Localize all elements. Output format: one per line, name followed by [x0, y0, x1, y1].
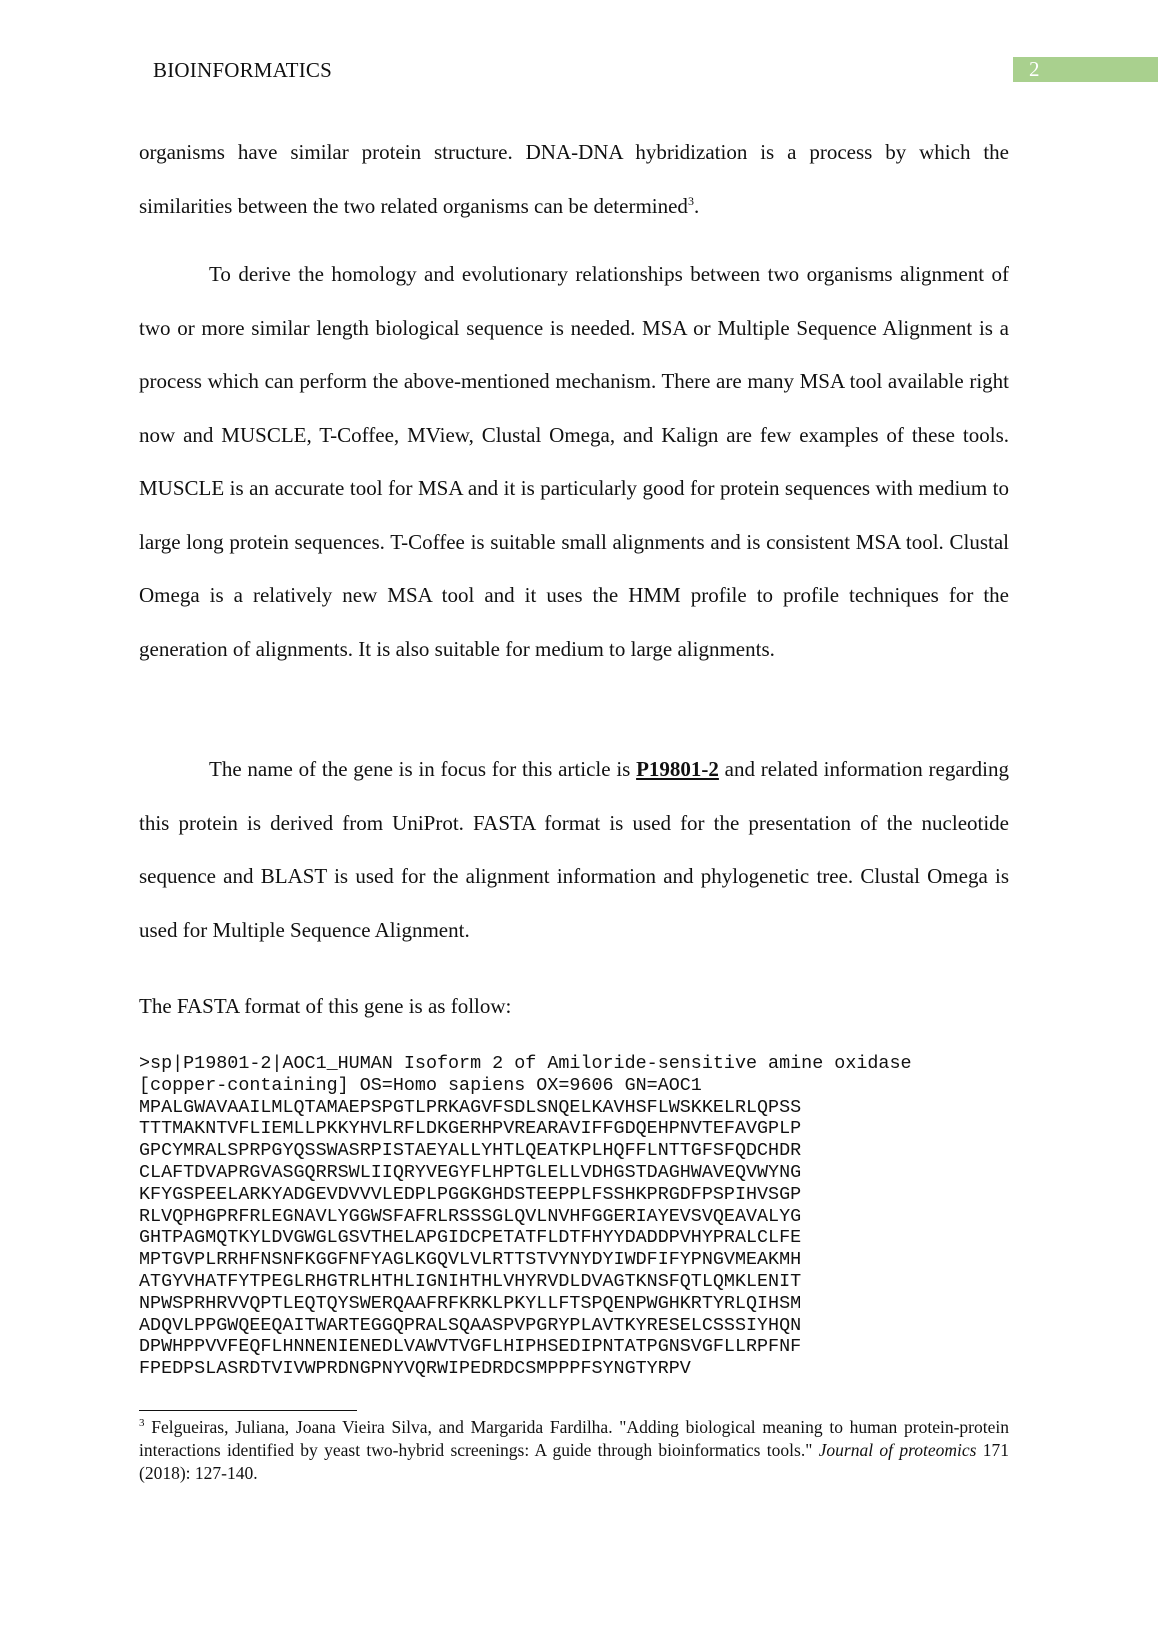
gene-id-link[interactable]: P19801-2: [636, 757, 719, 781]
fasta-line: RLVQPHGPRFRLEGNAVLYGGWSFAFRLRSSSGLQVLNVHFGGERIAYEVSVQEAVALYG: [139, 1205, 802, 1227]
running-header-title: BIOINFORMATICS: [153, 58, 332, 82]
paragraph-3-after: and related information regarding this protein is derived from UniProt. FASTA format is used for the presentation of the nucleotide sequence and BLAST is used for the alignment information and phylogenetic tree. Clustal Omega is used for Multiple Sequence Alignment.: [139, 757, 1009, 942]
fasta-line: GHTPAGMQTKYLDVGWGLGSVTHELAPGIDCPETATFLDTFHYYDADDPVHYPRALCLFE: [139, 1227, 802, 1249]
paragraph-1-end: .: [693, 193, 700, 218]
paragraph-1-text: organisms have similar protein structure. DNA-DNA hybridization is a process by which the similarities between the two related organisms can be determined: [139, 140, 1009, 218]
footnote-ref-3[interactable]: 3: [687, 193, 694, 208]
fasta-line: GPCYMRALSPRPGYQSSWASRPISTAEYALLYHTLQEATKPLHQFFLNTTGFSFQDCHDR: [139, 1140, 802, 1162]
paragraph-4: The FASTA format of this gene is as follow:: [139, 994, 512, 1018]
paragraph-3: [139, 743, 1009, 957]
fasta-line: MPALGWAVAAILMLQTAMAEPSPGTLPRKAGVFSDLSNQELKAVHSFLWSKKELRLQPSS: [139, 1096, 802, 1118]
paragraph-1: [139, 126, 1009, 233]
footnote-citation: Felgueiras, Juliana, Joana Vieira Silva, and Margarida Fardilha. "Adding biological meaning to human protein-protein interactions identified by yeast two-hybrid screenings: A guide through bioinformatics tools.": [139, 1417, 1009, 1460]
page-number-box: [1013, 57, 1158, 82]
fasta-line: ATGYVHATFYTPEGLRHGTRLHTHLIGNIHTHLVHYRVDLDVAGTKNSFQTLQMKLENIT: [139, 1270, 802, 1292]
fasta-line: NPWSPRHRVVQPTLEQTQYSWERQAAFRFKRKLPKYLLFTSPQENPWGHKRTYRLQIHSM: [139, 1292, 802, 1314]
fasta-line: KFYGSPEELARKYADGEVDVVVLEDPLPGGKGHDSTEEPPLFSSHKPRGDFPSPIHVSGP: [139, 1183, 802, 1205]
fasta-line: CLAFTDVAPRGVASGQRRSWLIIQRYVEGYFLHPTGLELLVDHGSTDAGHWAVEQVWYNG: [139, 1161, 802, 1183]
fasta-sequence-block: [139, 1053, 1019, 1380]
fasta-line: ADQVLPPGWQEEQAITWARTEGGQPRALSQAASPVPGRYPLAVTKYRESELCSSSIYHQN: [139, 1314, 802, 1336]
fasta-line: FPEDPSLASRDTVIVWPRDNGPNYVQRWIPEDRDCSMPPPFSYNGTYRPV: [139, 1358, 691, 1380]
footnote-separator: [139, 1410, 357, 1411]
footnote-3: [139, 1416, 1009, 1485]
footnote-number: 3: [139, 1417, 145, 1430]
footnote-citation-end: 171 (2018): 127-140.: [139, 1440, 1010, 1483]
paragraph-3-before: The name of the gene is in focus for this article is: [209, 757, 637, 781]
fasta-line: >sp|P19801-2|AOC1_HUMAN Isoform 2 of Amiloride-sensitive amine oxidase: [139, 1053, 912, 1074]
fasta-line: MPTGVPLRRHFNSNFKGGFNFYAGLKGQVLVLRTTSTVYNYDYIWDFIFYPNGVMEAKMH: [139, 1249, 802, 1271]
fasta-line: DPWHPPVVFEQFLHNNENIENEDLVAWVTVGFLHIPHSEDIPNTATPGNSVGFLLRPFNF: [139, 1336, 802, 1358]
fasta-line: TTTMAKNTVFLIEMLLPKKYHVLRFLDKGERHPVREARAVIFFGDQEHPNVTEFAVGPLP: [139, 1118, 802, 1140]
paragraph-2: To derive the homology and evolutionary relationships between two organisms alignment of two or more similar length biological sequence is needed. MSA or Multiple Sequence Alignment is a process which can perform the above-mentioned mechanism. There are many MSA tool available right now and MUSCLE, T-Coffee, MView, Clustal Omega, and Kalign are few examples of these tools. MUSCLE is an accurate tool for MSA and it is particularly good for protein sequences with medium to large long protein sequences. T-Coffee is suitable small alignments and is consistent MSA tool. Clustal Omega is a relatively new MSA tool and it uses the HMM profile to profile techniques for the generation of alignments. It is also suitable for medium to large alignments.: [139, 262, 1009, 661]
fasta-line: [copper-containing] OS=Homo sapiens OX=9606 GN=AOC1: [139, 1074, 702, 1096]
page-number: 2: [1029, 57, 1040, 81]
footnote-journal: Journal of proteomics: [818, 1440, 977, 1460]
